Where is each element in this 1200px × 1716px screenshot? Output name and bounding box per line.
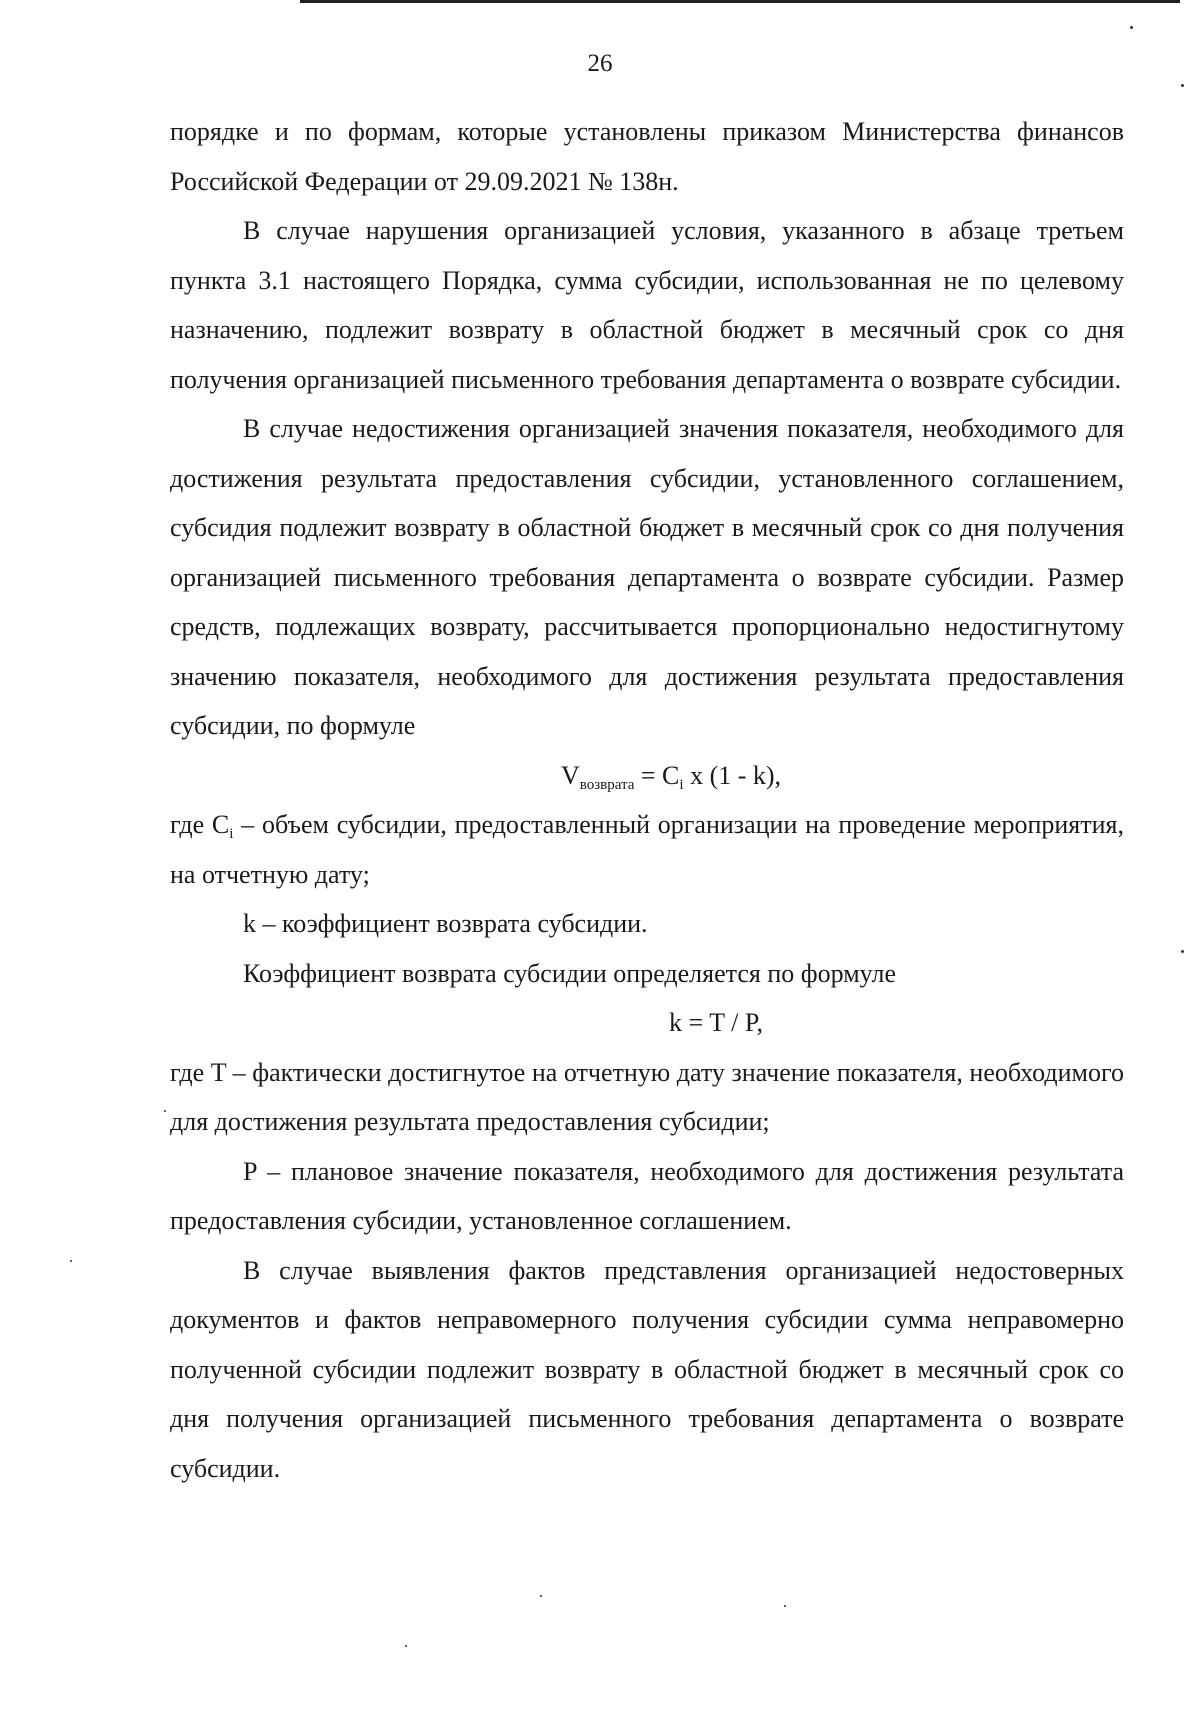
formula-tail: x (1 - k), — [683, 760, 782, 790]
scan-speck — [1181, 84, 1184, 87]
paragraph-non-achievement: В случае недостижения организацией значения показателя, необходимого для достижения результата предоставления субсидии, установленного соглашением, субсидия подлежит возврату в областной бюджет в месячный срок со дня получения организацией письменного требования департамента о возврате субсидии. Размер средств, подлежащих возврату, рассчитывается пропорционально недостигнутому значению показателя, необходимого для достижения результата предоставления субсидии, по формуле — [170, 414, 1124, 740]
scan-speck — [1130, 26, 1133, 29]
scan-speck — [405, 1645, 407, 1647]
top-border-rule — [300, 0, 1180, 3]
scan-speck — [1181, 950, 1184, 953]
scan-speck — [164, 1110, 166, 1112]
paragraph-p-definition: P – плановое значение показателя, необходимого для достижения результата предоставления субсидии, установленное соглашением. — [170, 1156, 1124, 1235]
paragraph-violation-of-conditions: В случае нарушения организацией условия, указанного в абзаце третьем пункта 3.1 настоящего Порядка, сумма субсидии, использованная не по целевому назначению, подлежит возврату в областной бюджет в месячный срок со дня получения организацией письменного требования департамента о возврате субсидии. — [170, 216, 1124, 394]
formula-v-subscript: возврата — [579, 776, 635, 793]
paragraph-false-documents: В случае выявления фактов представления организацией недостоверных документов и фактов неправомерного получения субсидии сумма неправомерно полученной субсидии подлежит возврату в областной бюджет в месячный срок со дня получения организацией письменного требования департамента о возврате субсидии. — [170, 1255, 1124, 1483]
formula-c-subscript: i — [679, 776, 684, 793]
paragraph-ci-definition — [170, 800, 1124, 899]
scan-speck — [784, 1605, 786, 1607]
ci-definition-prefix: где C — [170, 810, 230, 839]
scan-speck — [540, 1595, 542, 1597]
ci-definition-text: – объем субсидии, предоставленный организации на проведение мероприятия, на отчетную дату; — [170, 810, 1124, 889]
paragraph-k-formula-intro: Коэффициент возврата субсидии определяется по формуле — [243, 958, 897, 988]
formula-v: V — [560, 760, 580, 790]
ci-definition-subscript: i — [229, 826, 234, 842]
paragraph-k-definition: k – коэффициент возврата субсидии. — [243, 909, 648, 938]
document-body — [170, 107, 1124, 1493]
formula-equals-c: = C — [634, 760, 680, 790]
page-number: 26 — [587, 50, 613, 77]
paragraph-t-definition: где T – фактически достигнутое на отчетную дату значение показателя, необходимого для достижения результата предоставления субсидии; — [170, 1057, 1124, 1136]
formula-refund-amount — [170, 751, 1124, 801]
paragraph-continuation: порядке и по формам, которые установлены приказом Министерства финансов Российской Федерации от 29.09.2021 № 138н. — [170, 117, 1124, 196]
formula-k: k = T / P, — [669, 1008, 763, 1037]
scan-speck — [70, 1260, 72, 1262]
